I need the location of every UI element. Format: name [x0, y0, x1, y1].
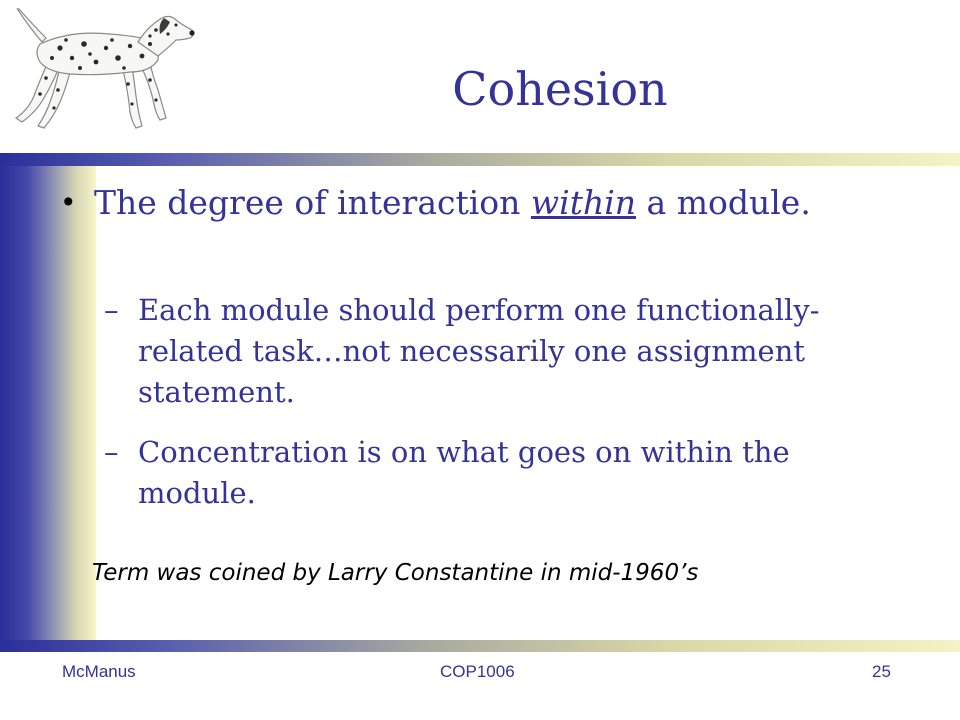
main-bullet	[94, 180, 874, 226]
sub-bullet	[104, 290, 898, 413]
bottom-gradient-bar	[0, 640, 960, 652]
sub-bullet-dash: –	[104, 435, 119, 469]
main-bullet-prefix: The degree of interaction	[94, 183, 531, 222]
main-bullet-suffix: a module.	[636, 183, 811, 222]
main-bullet-emphasis: within	[530, 183, 637, 222]
dalmatian-dog-icon	[0, 0, 200, 150]
footer-course: COP1006	[440, 662, 515, 681]
sub-bullet	[104, 432, 898, 514]
top-gradient-bar	[0, 153, 960, 166]
slide-title: Cohesion	[452, 62, 668, 116]
attribution-note: Term was coined by Larry Constantine in mid-1960’s	[92, 560, 699, 586]
side-gradient-bar	[0, 166, 96, 640]
slide-number: 25	[872, 662, 891, 681]
sub-bullet-text: Concentration is on what goes on within the module.	[138, 435, 790, 510]
sub-bullet-dash: –	[104, 293, 119, 327]
bullet-marker: •	[60, 186, 77, 219]
sub-bullet-text: Each module should perform one functionally-related task…not necessarily one assignment statement.	[138, 293, 820, 409]
footer-author: McManus	[62, 662, 136, 681]
